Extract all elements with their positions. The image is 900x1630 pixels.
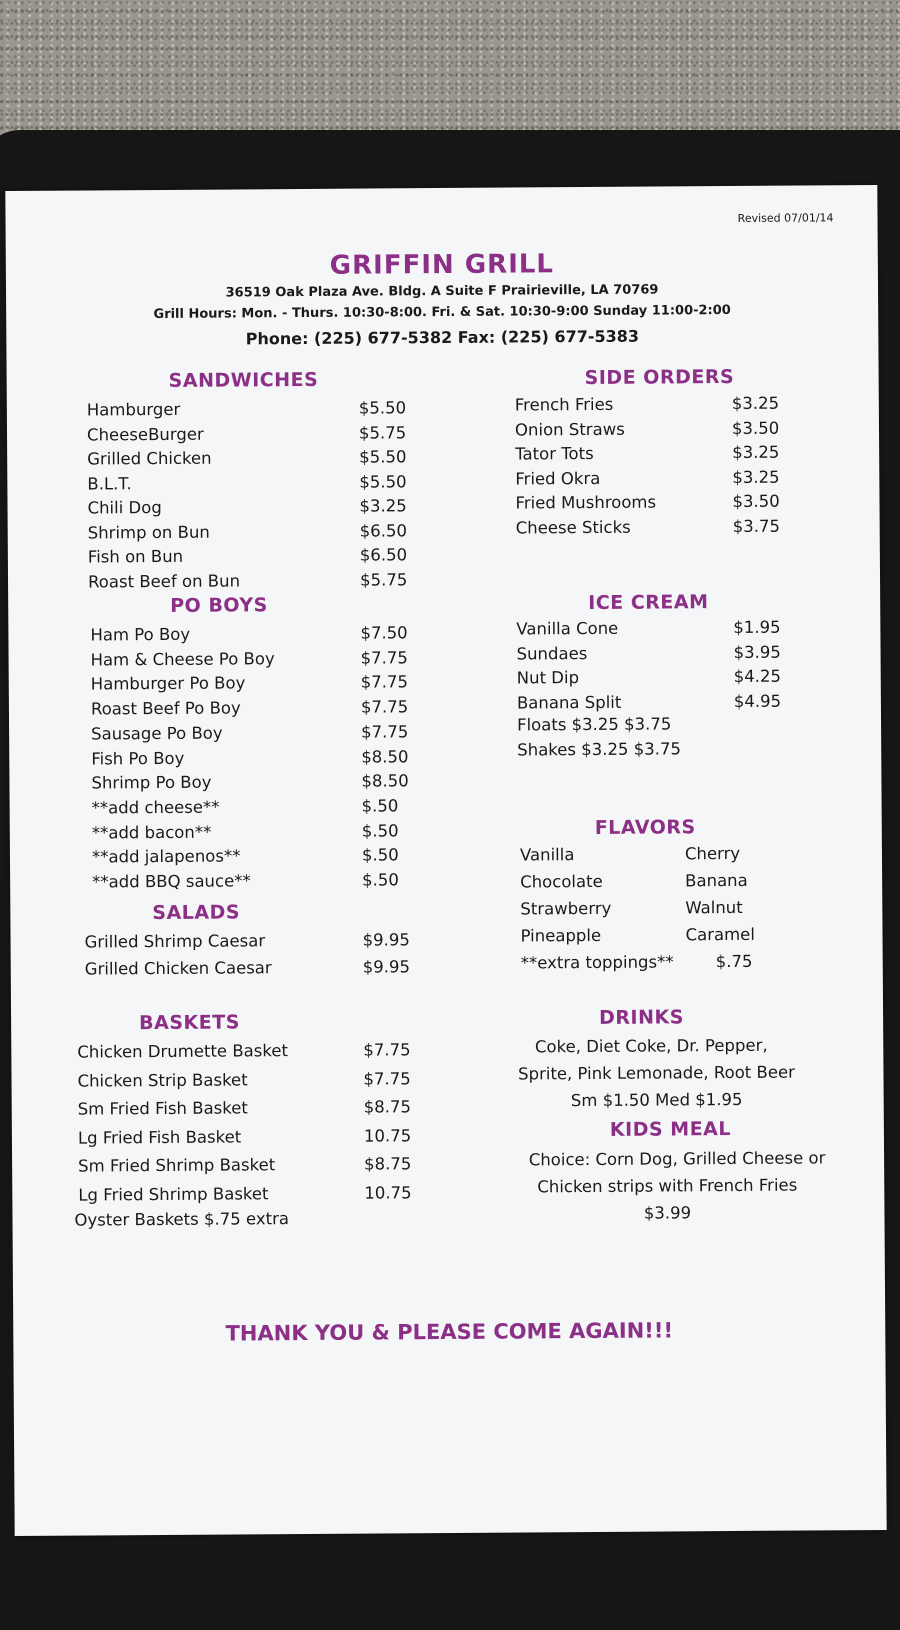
drinks-line-1: Coke, Diet Coke, Dr. Pepper, — [534, 1035, 768, 1057]
item-name: Ham Po Boy — [90, 624, 191, 645]
item-price: $8.75 — [364, 1154, 412, 1174]
item-name: Chicken Drumette Basket — [77, 1041, 288, 1062]
item-price: $7.75 — [363, 1068, 411, 1089]
item-price: $4.25 — [733, 666, 782, 686]
item-name: Sm Fried Shrimp Basket — [78, 1155, 276, 1176]
item-price: $6.50 — [359, 545, 408, 565]
item-name: Onion Straws — [514, 419, 625, 440]
item-name: Cheese Sticks — [515, 517, 631, 538]
item-name: Fried Okra — [515, 468, 601, 489]
item-price: $.50 — [361, 845, 399, 865]
item-price: $7.75 — [360, 672, 409, 692]
item-name: **add bacon** — [91, 822, 212, 843]
kids-meal-price: $3.99 — [643, 1203, 692, 1223]
item-name: Shrimp Po Boy — [91, 772, 212, 793]
item-name: Hamburger — [86, 399, 181, 420]
extra-toppings-price: $.75 — [715, 951, 753, 972]
flavor-item: Vanilla — [519, 845, 575, 865]
ice-cream-heading: ICE CREAM — [588, 591, 709, 615]
item-name: Chicken Strip Basket — [77, 1069, 248, 1091]
item-price: $3.50 — [732, 491, 780, 511]
item-price: $5.50 — [359, 471, 407, 492]
item-price: $3.25 — [732, 442, 780, 462]
thank-you-message: THANK YOU & PLEASE COME AGAIN!!! — [225, 1318, 674, 1346]
item-price: $5.50 — [358, 398, 407, 418]
item-price: $3.50 — [731, 418, 780, 438]
item-price: $5.75 — [359, 569, 408, 590]
shakes-line: Shakes $3.25 $3.75 — [517, 739, 682, 760]
oyster-baskets-note: Oyster Baskets $.75 extra — [74, 1209, 290, 1230]
item-name: **add jalapenos** — [91, 846, 241, 867]
item-price: $3.25 — [731, 393, 780, 413]
item-price: 10.75 — [363, 1125, 412, 1146]
item-name: Banana Split — [516, 692, 622, 713]
flavor-item: Walnut — [685, 897, 743, 918]
item-price: $5.75 — [358, 422, 407, 443]
restaurant-title: GRIFFIN GRILL — [329, 249, 555, 281]
item-name: Nut Dip — [516, 668, 580, 688]
item-price: $7.75 — [363, 1040, 411, 1060]
item-price: $.50 — [361, 796, 399, 816]
item-name: Hamburger Po Boy — [90, 673, 246, 694]
menu-page — [5, 185, 886, 1536]
flavor-item: Cherry — [684, 843, 741, 864]
flavor-item: Caramel — [685, 924, 755, 945]
item-name: Chili Dog — [87, 497, 162, 518]
item-name: French Fries — [514, 394, 614, 415]
flavor-item: Strawberry — [520, 898, 612, 919]
item-name: Roast Beef Po Boy — [90, 698, 241, 719]
item-name: Sm Fried Fish Basket — [77, 1098, 248, 1119]
phone-fax: Phone: (225) 677-5382 Fax: (225) 677-5383 — [245, 326, 640, 349]
item-price: $3.25 — [732, 467, 780, 487]
item-name: **add BBQ sauce** — [92, 871, 251, 892]
floats-line: Floats $3.25 $3.75 — [516, 714, 672, 735]
item-price: $7.75 — [360, 697, 409, 717]
item-price: $7.75 — [360, 647, 408, 668]
item-name: Roast Beef on Bun — [87, 570, 241, 591]
revised-date: Revised 07/01/14 — [737, 211, 834, 225]
item-price: $8.50 — [361, 771, 409, 791]
item-price: $8.50 — [361, 746, 409, 767]
salads-heading: SALADS — [152, 901, 241, 925]
item-price: $8.75 — [363, 1097, 412, 1117]
item-name: Shrimp on Bun — [87, 522, 210, 542]
item-price: $9.95 — [362, 930, 410, 950]
item-name: Grilled Chicken Caesar — [84, 958, 272, 979]
item-price: $3.25 — [359, 496, 407, 516]
item-price: 10.75 — [364, 1182, 412, 1203]
item-name: Lg Fried Fish Basket — [77, 1126, 242, 1148]
item-price: $4.95 — [733, 691, 782, 711]
item-name: Fish Po Boy — [91, 748, 185, 768]
item-name: B.L.T. — [87, 473, 132, 493]
item-price: $.50 — [362, 870, 399, 890]
address: 36519 Oak Plaza Ave. Bldg. A Suite F Prairieville, LA 70769 — [225, 282, 659, 301]
drinks-heading: DRINKS — [599, 1006, 684, 1029]
flavor-item: Banana — [685, 870, 748, 891]
item-name: Lg Fried Shrimp Basket — [78, 1183, 269, 1205]
item-name: **add cheese** — [91, 797, 220, 818]
flavor-item: Chocolate — [520, 871, 603, 892]
item-name: Tator Tots — [515, 443, 594, 464]
extra-toppings-label: **extra toppings** — [520, 952, 674, 973]
item-name: CheeseBurger — [86, 424, 204, 444]
item-name: Grilled Shrimp Caesar — [84, 931, 266, 952]
kids-meal-line-1: Choice: Corn Dog, Grilled Cheese or — [528, 1148, 826, 1170]
item-name: Fish on Bun — [87, 546, 184, 567]
item-price: $1.95 — [733, 617, 781, 637]
grill-hours: Grill Hours: Mon. - Thurs. 10:30-8:00. Fri. & Sat. 10:30-9:00 Sunday 11:00-2:00 — [153, 302, 731, 323]
po-boys-heading: PO BOYS — [170, 594, 268, 617]
flavor-item: Pineapple — [520, 925, 602, 946]
item-name: Sundaes — [516, 643, 588, 664]
item-price: $7.50 — [360, 623, 408, 643]
item-name: Grilled Chicken — [87, 448, 212, 469]
sandwiches-heading: SANDWICHES — [168, 368, 319, 392]
baskets-heading: BASKETS — [139, 1011, 240, 1035]
item-price: $.50 — [361, 820, 399, 841]
side-orders-heading: SIDE ORDERS — [584, 365, 735, 390]
item-name: Vanilla Cone — [516, 618, 619, 639]
item-price: $9.95 — [362, 957, 411, 977]
drinks-line-2: Sprite, Pink Lemonade, Root Beer — [518, 1062, 795, 1084]
flavors-heading: FLAVORS — [594, 816, 696, 839]
item-price: $3.95 — [733, 642, 781, 662]
drinks-prices: Sm $1.50 Med $1.95 — [570, 1089, 743, 1111]
item-price: $7.75 — [361, 722, 409, 742]
item-name: Fried Mushrooms — [515, 492, 657, 513]
item-price: $3.75 — [732, 516, 780, 536]
item-name: Sausage Po Boy — [91, 723, 223, 744]
item-price: $5.50 — [359, 447, 407, 467]
kids-meal-line-2: Chicken strips with French Fries — [537, 1175, 798, 1197]
kids-meal-heading: KIDS MEAL — [609, 1118, 732, 1141]
item-price: $6.50 — [359, 520, 408, 541]
item-name: Ham & Cheese Po Boy — [90, 648, 275, 670]
